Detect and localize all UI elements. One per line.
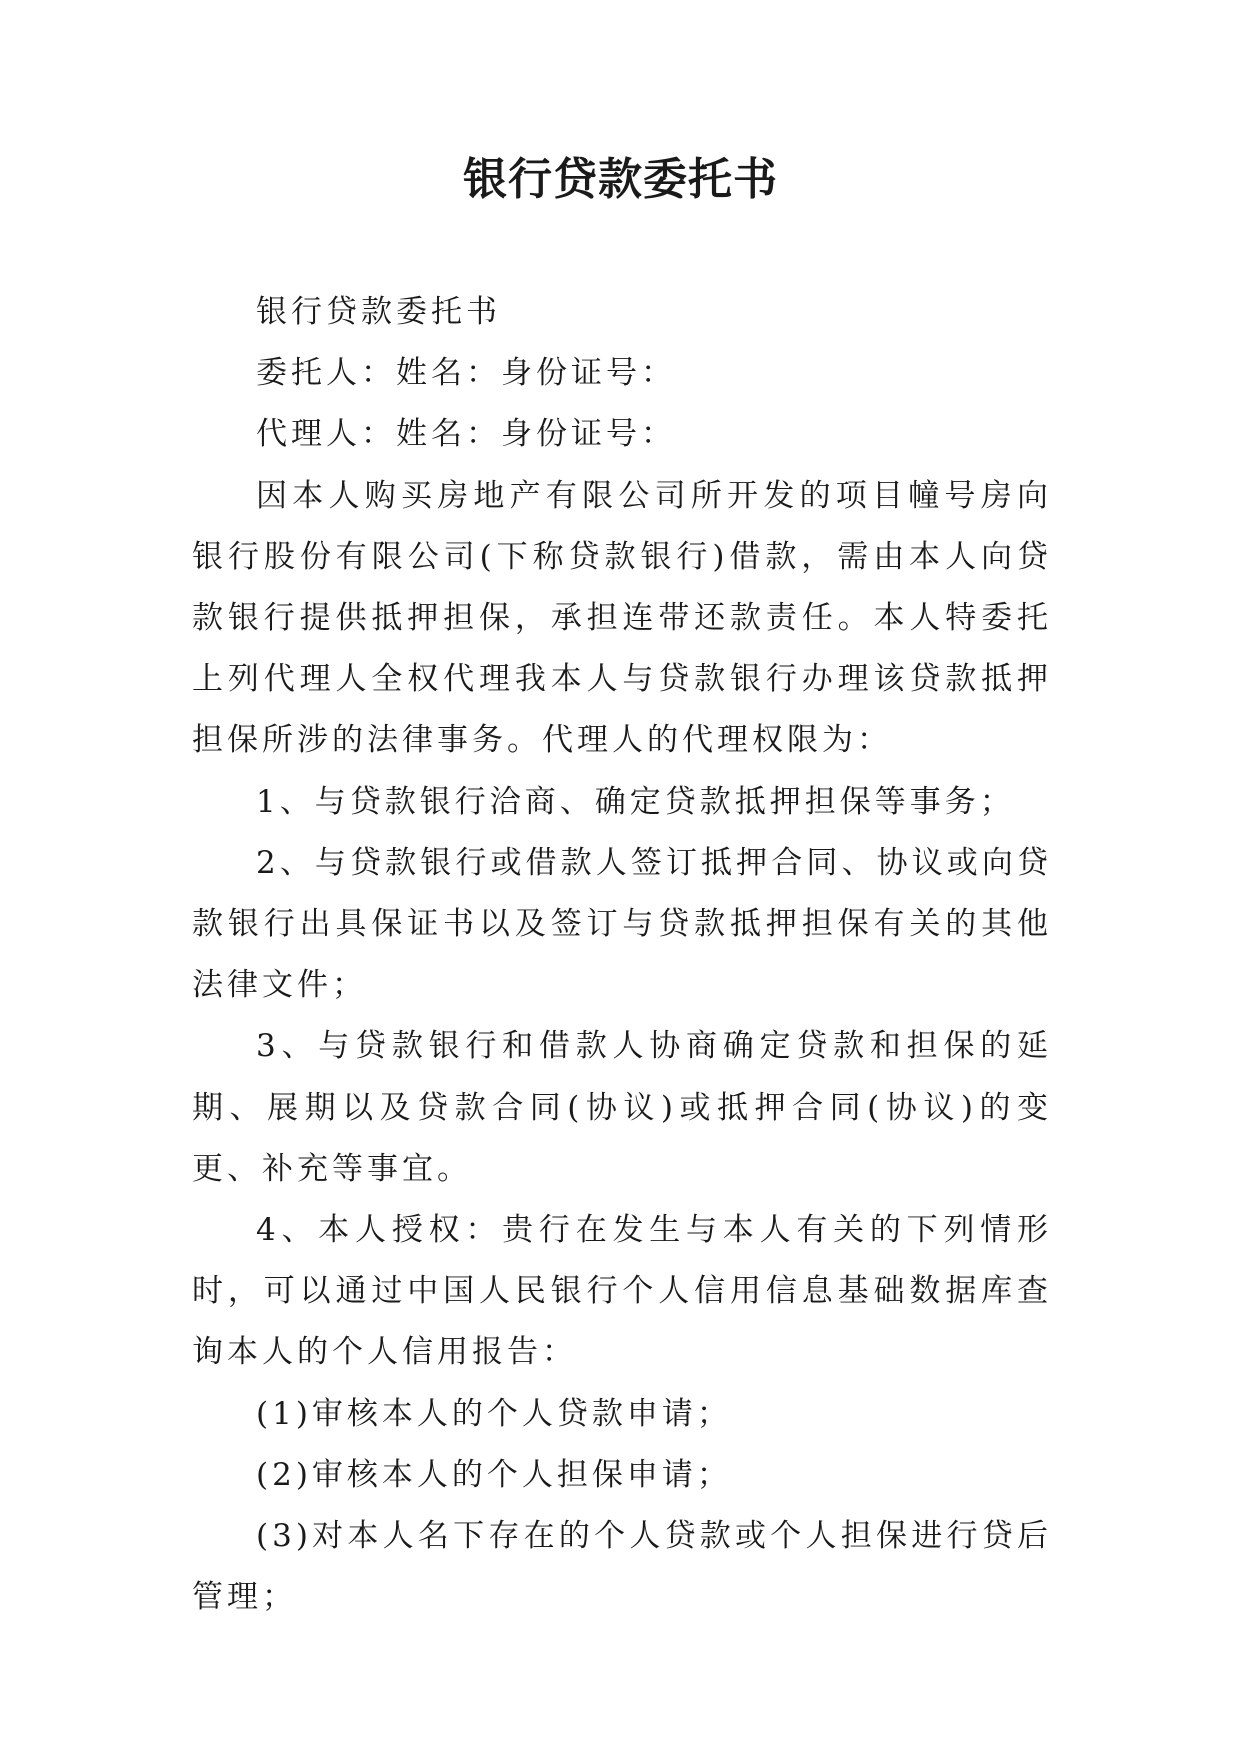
- principal-line: 委托人：姓名：身份证号：: [256, 355, 676, 392]
- agent-line: 代理人：姓名：身份证号：: [256, 416, 676, 453]
- body-heading: 银行贷款委托书: [256, 294, 501, 330]
- sub-item-1: (1)审核本人的个人贷款申请；: [256, 1395, 732, 1432]
- authority-item-1: 1、与贷款银行洽商、确定贷款抵押担保等事务；: [256, 783, 1015, 820]
- authority-item-3: 3、与贷款银行和借款人协商确定贷款和担保的延期、展期以及贷款合同(协议)或抵押合同(协议)的变更、补充等事宜。: [192, 1028, 1052, 1187]
- document-title: 银行贷款委托书: [463, 154, 778, 205]
- sub-item-2: (2)审核本人的个人担保申请；: [256, 1456, 732, 1493]
- intro-paragraph: 因本人购买房地产有限公司所开发的项目幢号房向银行股份有限公司(下称贷款银行)借款，需由本人向贷款银行提供抵押担保，承担连带还款责任。本人特委托上列代理人全权代理我本人与贷款银行办理该贷款抵押担保所涉的法律事务。代理人的代理权限为：: [192, 477, 1052, 759]
- authority-item-4: 4、本人授权：贵行在发生与本人有关的下列情形时，可以通过中国人民银行个人信用信息基础数据库查询本人的个人信用报告：: [192, 1212, 1052, 1371]
- sub-item-3: (3)对本人名下存在的个人贷款或个人担保进行贷后管理；: [192, 1518, 1052, 1616]
- authority-item-2: 2、与贷款银行或借款人签订抵押合同、协议或向贷款银行出具保证书以及签订与贷款抵押担保有关的其他法律文件；: [192, 844, 1052, 1004]
- document-body: [192, 282, 1052, 1628]
